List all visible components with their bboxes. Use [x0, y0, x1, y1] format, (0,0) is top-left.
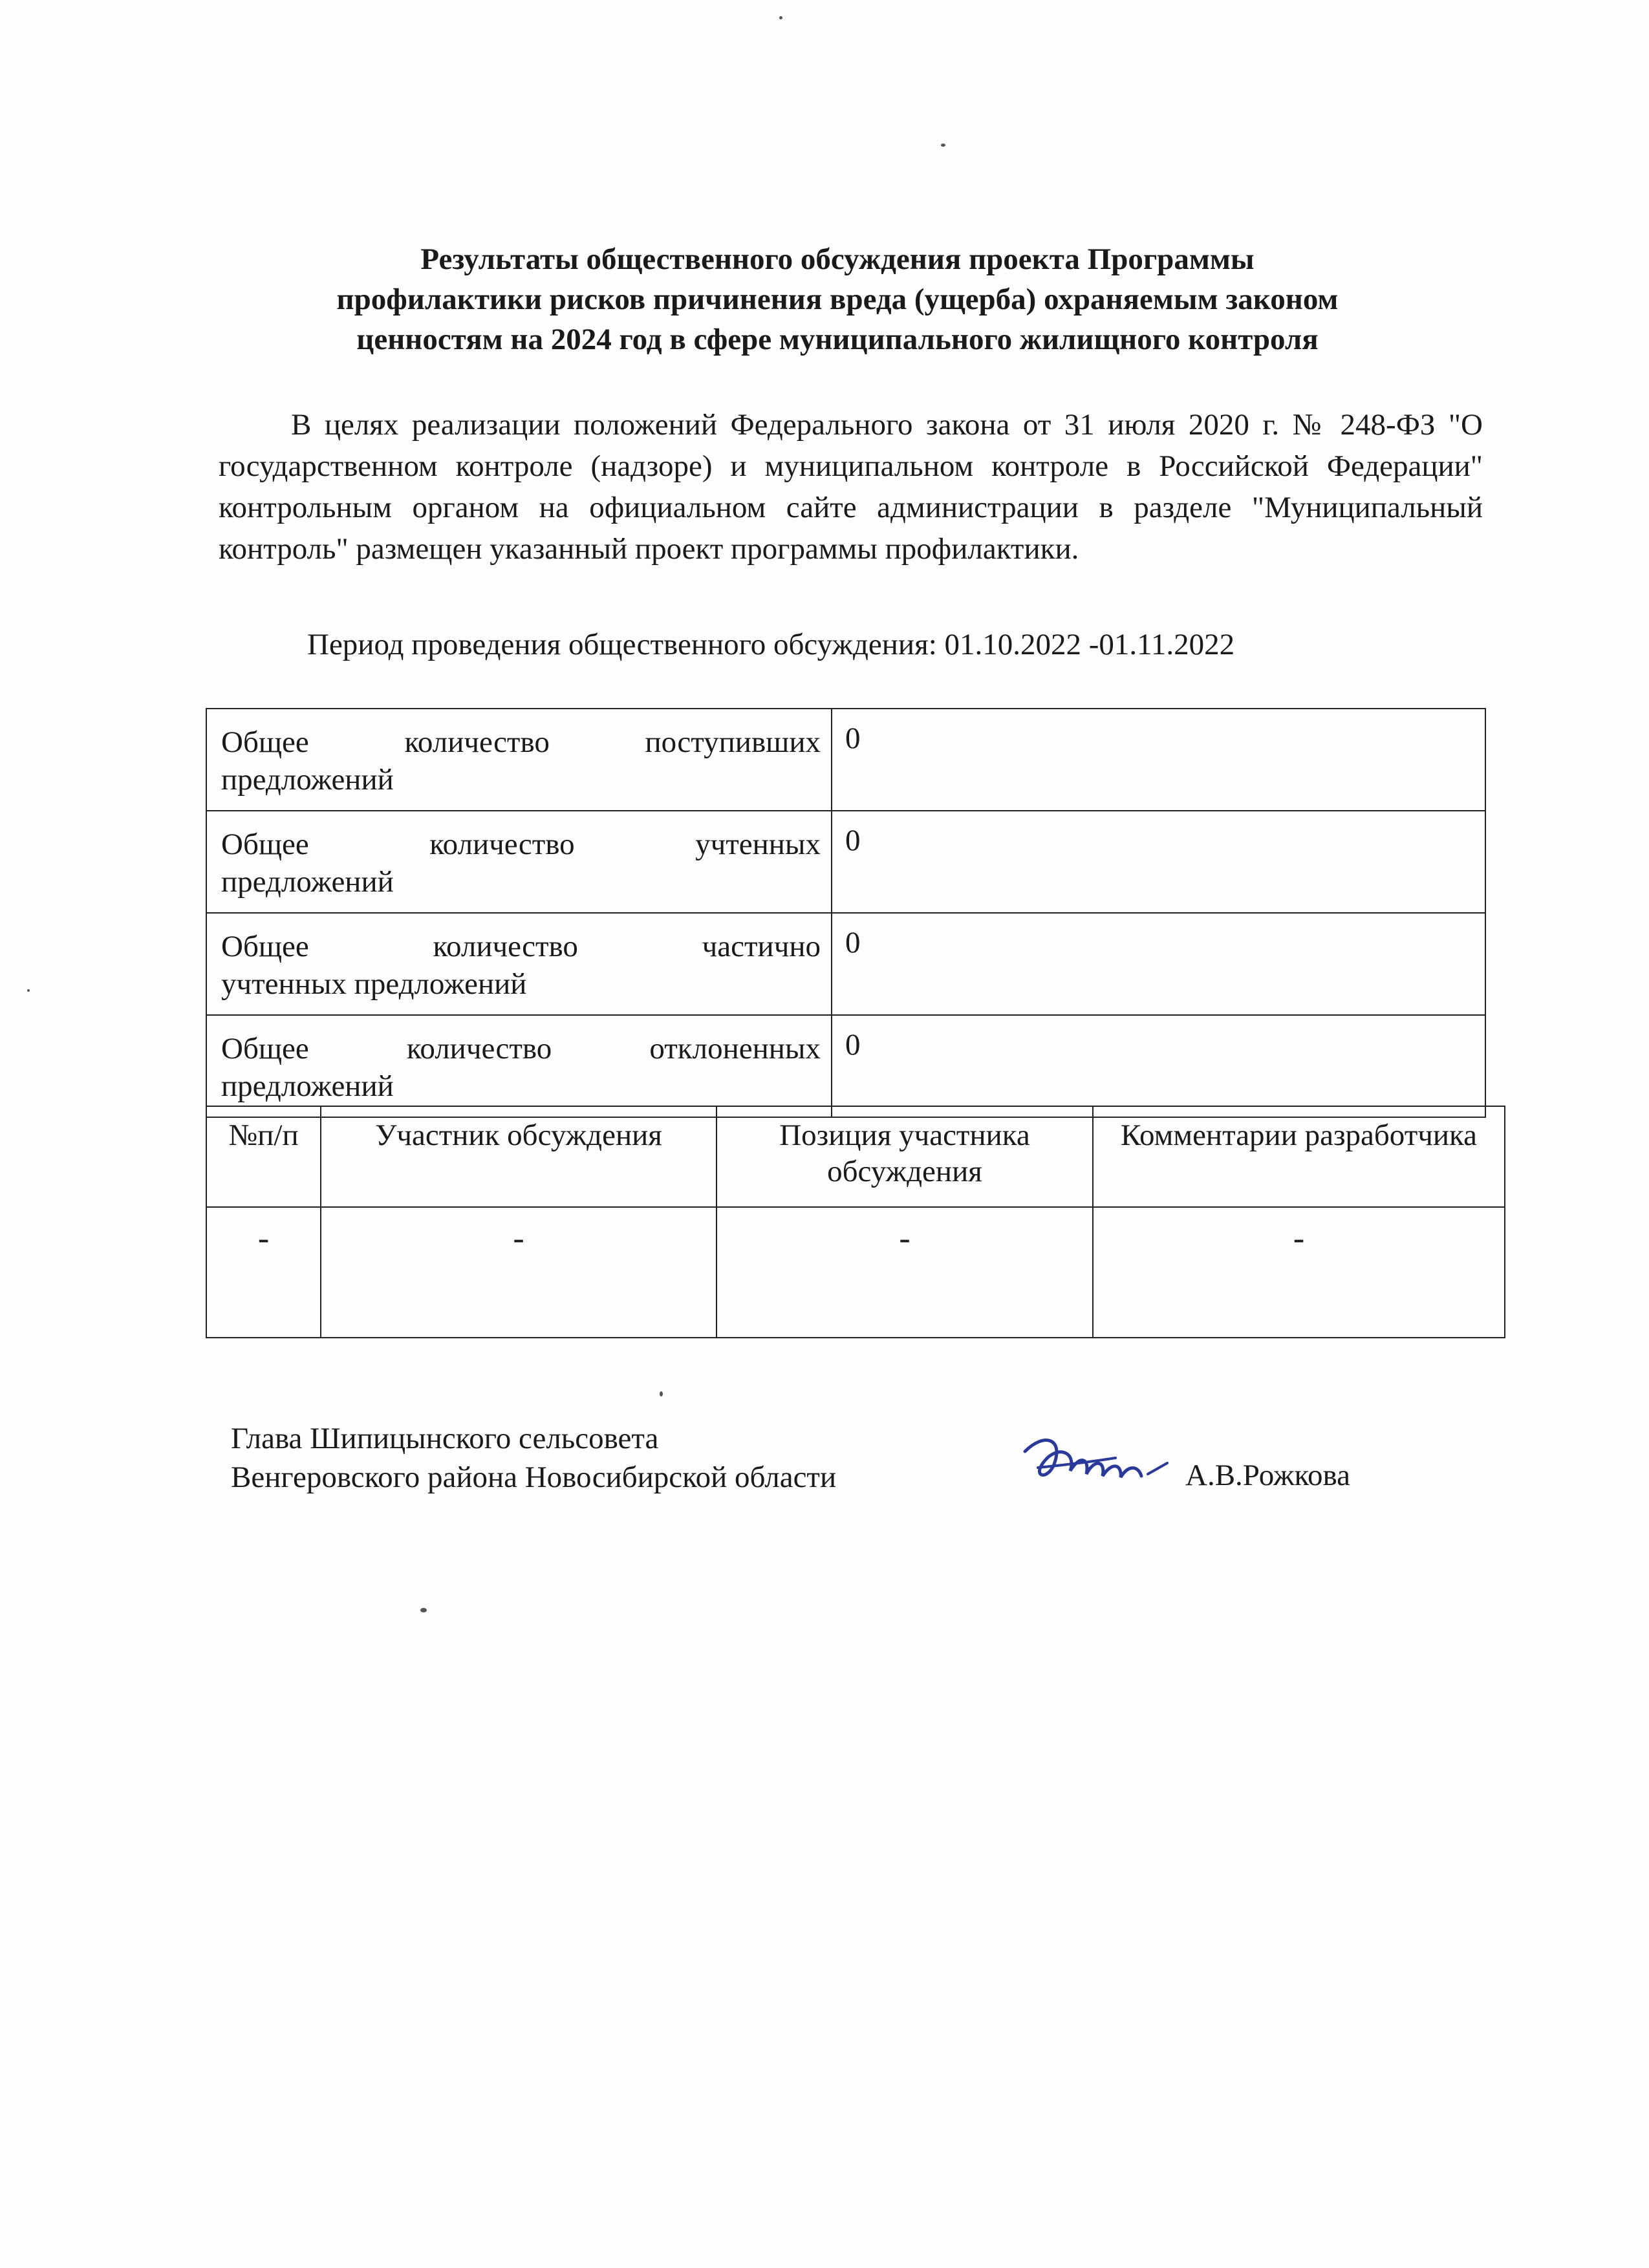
- stats-label: [206, 709, 832, 811]
- stats-label: [206, 1015, 832, 1117]
- stats-label-tail: предложений: [221, 1069, 394, 1103]
- scan-speck: [941, 144, 945, 147]
- handwritten-signature-icon: [1018, 1426, 1174, 1497]
- stats-label-word: отклоненных: [649, 1032, 821, 1065]
- stats-label: [206, 811, 832, 913]
- title-line-3: ценностям на 2024 год в сфере муниципального жилищного контроля: [356, 323, 1319, 356]
- cell-participant: -: [321, 1207, 717, 1338]
- stats-label-word: Общее: [221, 725, 309, 759]
- title-line-2: профилактики рисков причинения вреда (ущерба) охраняемым законом: [336, 283, 1339, 316]
- stats-label-word: количество: [406, 1032, 552, 1065]
- cell-position: -: [717, 1207, 1093, 1338]
- title-line-1: Результаты общественного обсуждения проекта Программы: [420, 242, 1255, 276]
- participants-header-row: [206, 1106, 1505, 1207]
- document-title: [194, 239, 1481, 359]
- header-number: №п/п: [206, 1106, 321, 1207]
- intro-paragraph-block: [219, 404, 1483, 570]
- stats-label-word: учтенных: [695, 828, 821, 861]
- stats-value: 0: [832, 1015, 1485, 1117]
- header-participant: Участник обсуждения: [321, 1106, 717, 1207]
- signatory-line-2: Венгеровского района Новосибирской области: [231, 1460, 837, 1494]
- stats-table: [206, 708, 1486, 1118]
- scan-speck: [27, 989, 30, 992]
- table-row: [206, 1207, 1505, 1338]
- scan-speck: [660, 1391, 663, 1396]
- stats-label-word: частично: [702, 930, 821, 963]
- stats-row: [206, 913, 1485, 1015]
- header-comments: Комментарии разработчика: [1093, 1106, 1505, 1207]
- scan-speck: [420, 1608, 427, 1612]
- cell-comments: -: [1093, 1207, 1505, 1338]
- stats-label-tail: учтенных предложений: [221, 967, 527, 1001]
- stats-value: 0: [832, 811, 1485, 913]
- participants-table: [206, 1106, 1505, 1338]
- header-position: Позиция участника обсуждения: [717, 1106, 1093, 1207]
- stats-row: [206, 709, 1485, 811]
- stats-label-word: количество: [433, 930, 578, 963]
- stats-row: [206, 1015, 1485, 1117]
- scan-speck: [779, 16, 782, 19]
- signatory-position: [231, 1419, 836, 1497]
- stats-label-word: поступивших: [645, 725, 821, 759]
- cell-number: -: [206, 1207, 321, 1338]
- stats-label: [206, 913, 832, 1015]
- stats-value: 0: [832, 913, 1485, 1015]
- signatory-name: А.В.Рожкова: [1185, 1459, 1350, 1492]
- stats-label-word: Общее: [221, 828, 309, 861]
- stats-label-word: Общее: [221, 1032, 309, 1065]
- discussion-period: Период проведения общественного обсуждения: 01.10.2022 -01.11.2022: [307, 628, 1235, 661]
- stats-label-tail: предложений: [221, 865, 394, 899]
- stats-label-word: количество: [404, 725, 550, 759]
- stats-label-word: Общее: [221, 930, 309, 963]
- stats-value: 0: [832, 709, 1485, 811]
- stats-label-word: количество: [429, 828, 575, 861]
- stats-label-tail: предложений: [221, 763, 394, 797]
- signatory-line-1: Глава Шипицынского сельсовета: [231, 1422, 659, 1455]
- stats-row: [206, 811, 1485, 913]
- intro-paragraph: В целях реализации положений Федерального закона от 31 июля 2020 г. № 248-ФЗ "О государственном контроле (надзоре) и муниципальном контроле в Российской Федерации" контрольным органом на официальном сайте администрации в разделе "Муниципальный контроль" размещен указанный проект программы профилактики.: [219, 408, 1483, 566]
